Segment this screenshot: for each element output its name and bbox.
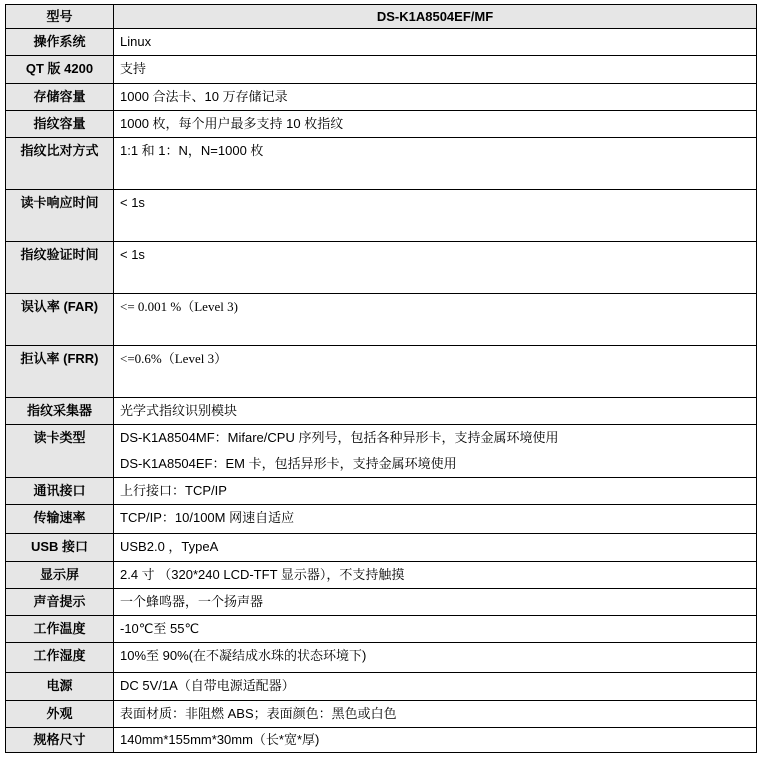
- table-row: [6, 701, 757, 728]
- row-value: < 1s: [114, 190, 757, 242]
- row-value: Linux: [114, 29, 757, 56]
- table-row: [6, 56, 757, 84]
- row-key: 存储容量: [6, 84, 114, 111]
- row-key: 读卡类型: [6, 425, 114, 478]
- row-key: 拒认率 (FRR): [6, 346, 114, 398]
- row-key: 电源: [6, 673, 114, 701]
- row-value: 一个蜂鸣器，一个扬声器: [114, 589, 757, 616]
- row-key: 指纹采集器: [6, 398, 114, 425]
- header-key: 型号: [6, 5, 114, 29]
- row-value: 2.4 寸 （320*240 LCD-TFT 显示器），不支持触摸: [114, 562, 757, 589]
- table-row: [6, 346, 757, 398]
- row-value: 140mm*155mm*30mm（长*宽*厚): [114, 728, 757, 753]
- row-value: TCP/IP：10/100M 网速自适应: [114, 505, 757, 534]
- table-row: [6, 534, 757, 562]
- table-header-row: [6, 5, 757, 29]
- table-row: [6, 425, 757, 478]
- table-row: [6, 505, 757, 534]
- row-value: 表面材质：非阻燃 ABS；表面颜色：黑色或白色: [114, 701, 757, 728]
- row-value: DC 5V/1A（自带电源适配器）: [114, 673, 757, 701]
- row-key: USB 接口: [6, 534, 114, 562]
- row-value: 光学式指纹识别模块: [114, 398, 757, 425]
- table-row: [6, 398, 757, 425]
- row-key: 传输速率: [6, 505, 114, 534]
- row-value: <=0.6%（Level 3）: [114, 346, 757, 398]
- table-row: [6, 673, 757, 701]
- table-row: [6, 190, 757, 242]
- table-row: [6, 242, 757, 294]
- row-key: 工作湿度: [6, 643, 114, 673]
- table-row: [6, 294, 757, 346]
- row-value: [114, 425, 757, 478]
- table-row: [6, 138, 757, 190]
- row-value: 1:1 和 1：N，N=1000 枚: [114, 138, 757, 190]
- table-row: [6, 562, 757, 589]
- row-key: 通讯接口: [6, 478, 114, 505]
- row-key: 规格尺寸: [6, 728, 114, 753]
- row-key: 显示屏: [6, 562, 114, 589]
- row-key: 操作系统: [6, 29, 114, 56]
- table-row: [6, 111, 757, 138]
- row-key: 指纹比对方式: [6, 138, 114, 190]
- row-value: < 1s: [114, 242, 757, 294]
- row-value: 1000 合法卡、10 万存储记录: [114, 84, 757, 111]
- row-key: 指纹验证时间: [6, 242, 114, 294]
- header-model: DS-K1A8504EF/MF: [114, 5, 757, 29]
- row-value: <= 0.001 %（Level 3): [114, 294, 757, 346]
- row-value: 支持: [114, 56, 757, 84]
- table-row: [6, 478, 757, 505]
- spec-table: [5, 4, 757, 753]
- row-value: 1000 枚，每个用户最多支持 10 枚指纹: [114, 111, 757, 138]
- row-value: 上行接口：TCP/IP: [114, 478, 757, 505]
- row-value: 10%至 90%(在不凝结成水珠的状态环境下): [114, 643, 757, 673]
- card-type-line: DS-K1A8504MF：Mifare/CPU 序列号，包括各种异形卡，支持金属环境使用: [120, 430, 559, 445]
- table-row: [6, 616, 757, 643]
- table-row: [6, 589, 757, 616]
- row-key: 声音提示: [6, 589, 114, 616]
- card-type-line: DS-K1A8504EF：EM 卡，包括异形卡，支持金属环境使用: [120, 456, 457, 471]
- row-key: 外观: [6, 701, 114, 728]
- row-key: 指纹容量: [6, 111, 114, 138]
- table-row: [6, 643, 757, 673]
- row-key: 误认率 (FAR): [6, 294, 114, 346]
- table-row: [6, 84, 757, 111]
- row-key: 工作温度: [6, 616, 114, 643]
- row-value: -10℃至 55℃: [114, 616, 757, 643]
- table-row: [6, 728, 757, 753]
- table-row: [6, 29, 757, 56]
- row-key: QT 版 4200: [6, 56, 114, 84]
- row-key: 读卡响应时间: [6, 190, 114, 242]
- row-value: USB2.0 ，TypeA: [114, 534, 757, 562]
